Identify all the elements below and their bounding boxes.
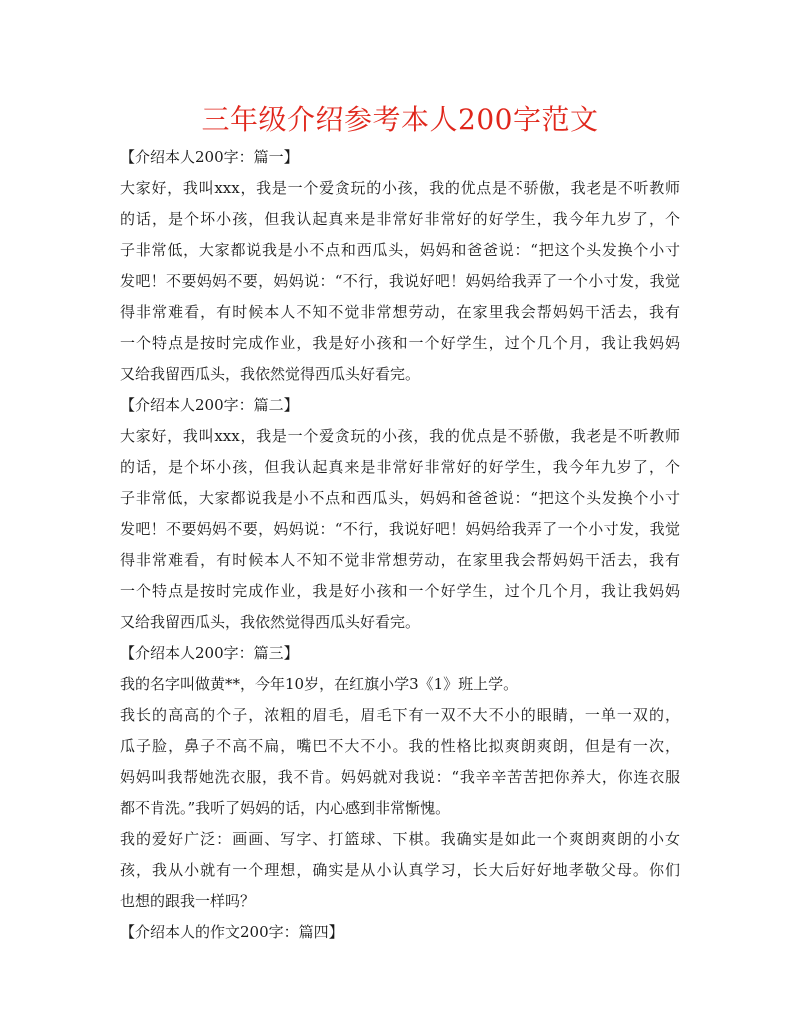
paragraph-line: 我的爱好广泛：画画、写字、打篮球、下棋。我确实是如此一个爽朗爽朗的小女 bbox=[120, 830, 680, 848]
paragraph-line: 一个特点是按时完成作业，我是好小孩和一个好学生，过个几个月，我让我妈妈 bbox=[120, 334, 680, 352]
paragraph-line: 发吧！不要妈妈不要，妈妈说：“不行，我说好吧！妈妈给我弄了一个小寸发，我觉 bbox=[120, 272, 680, 290]
section-heading: 【介绍本人的作文200字：篇四】 bbox=[120, 923, 344, 941]
paragraph-line: 得非常难看，有时候本人不知不觉非常想劳动，在家里我会帮妈妈干活去，我有 bbox=[120, 551, 680, 569]
paragraph-line: 我长的高高的个子，浓粗的眉毛，眉毛下有一双不大不小的眼睛，一单一双的， bbox=[120, 706, 680, 724]
document-body bbox=[120, 142, 680, 948]
paragraph-line: 孩，我从小就有一个理想，确实是从小认真学习，长大后好好地孝敬父母。你们 bbox=[120, 861, 680, 879]
paragraph-line: 都不肯洗。”我听了妈妈的话，内心感到非常惭愧。 bbox=[120, 799, 451, 817]
section-heading: 【介绍本人200字：篇三】 bbox=[120, 644, 299, 662]
paragraph-line: 发吧！不要妈妈不要，妈妈说：“不行，我说好吧！妈妈给我弄了一个小寸发，我觉 bbox=[120, 520, 680, 538]
section-heading: 【介绍本人200字：篇一】 bbox=[120, 148, 299, 166]
paragraph-line: 又给我留西瓜头，我依然觉得西瓜头好看完。 bbox=[120, 613, 421, 631]
paragraph-line: 瓜子脸，鼻子不高不扁，嘴巴不大不小。我的性格比拟爽朗爽朗，但是有一次， bbox=[120, 737, 680, 755]
paragraph-line: 子非常低，大家都说我是小不点和西瓜头，妈妈和爸爸说：“把这个头发换个小寸 bbox=[120, 489, 680, 507]
paragraph-line: 也想的跟我一样吗？ bbox=[120, 892, 256, 910]
paragraph-line: 又给我留西瓜头，我依然觉得西瓜头好看完。 bbox=[120, 365, 421, 383]
paragraph-line: 子非常低，大家都说我是小不点和西瓜头，妈妈和爸爸说：“把这个头发换个小寸 bbox=[120, 241, 680, 259]
paragraph-line: 我的名字叫做黄**，今年10岁，在红旗小学3《1》班上学。 bbox=[120, 675, 519, 693]
paragraph-line: 妈妈叫我帮她洗衣服，我不肯。妈妈就对我说：“我辛辛苦苦把你养大，你连衣服 bbox=[120, 768, 680, 786]
paragraph-line: 大家好，我叫xxx，我是一个爱贪玩的小孩，我的优点是不骄傲，我老是不听教师 bbox=[120, 427, 680, 445]
paragraph-line: 大家好，我叫xxx，我是一个爱贪玩的小孩，我的优点是不骄傲，我老是不听教师 bbox=[120, 179, 680, 197]
paragraph-line: 的话，是个坏小孩，但我认起真来是非常好非常好的好学生，我今年九岁了，个 bbox=[120, 458, 680, 476]
document-title: 三年级介绍参考本人200字范文 bbox=[201, 103, 599, 136]
paragraph-line: 得非常难看，有时候本人不知不觉非常想劳动，在家里我会帮妈妈干活去，我有 bbox=[120, 303, 680, 321]
paragraph-line: 一个特点是按时完成作业，我是好小孩和一个好学生，过个几个月，我让我妈妈 bbox=[120, 582, 680, 600]
paragraph-line: 的话，是个坏小孩，但我认起真来是非常好非常好的好学生，我今年九岁了，个 bbox=[120, 210, 680, 228]
section-heading: 【介绍本人200字：篇二】 bbox=[120, 396, 299, 414]
